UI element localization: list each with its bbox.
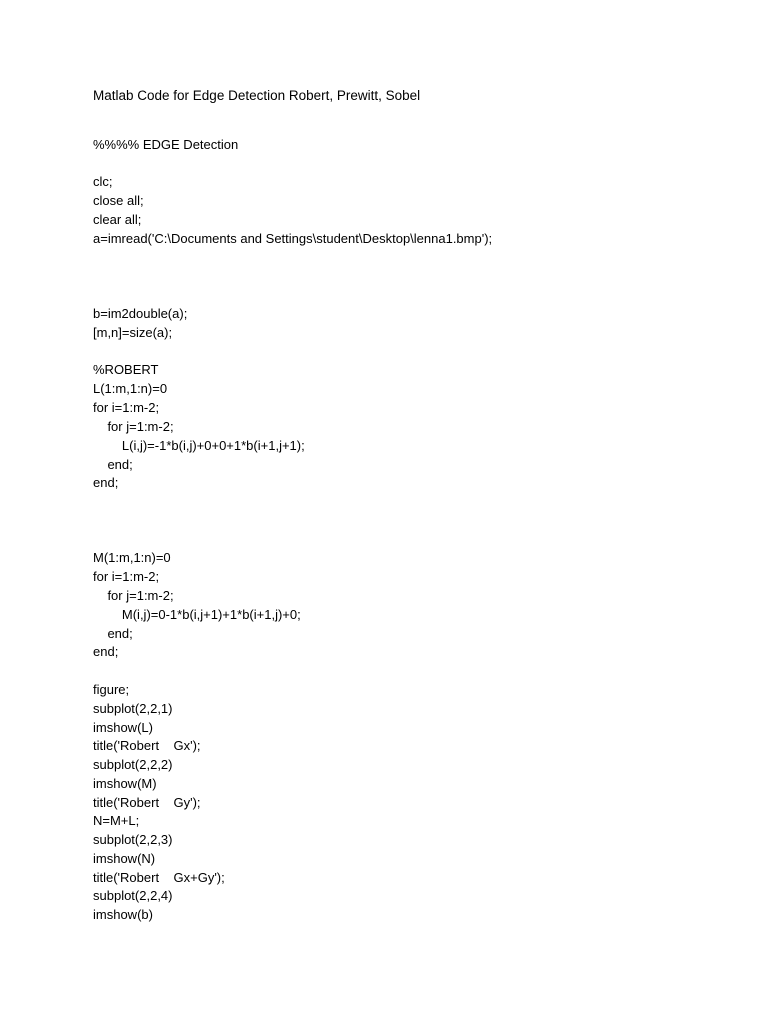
code-line: %ROBERT bbox=[93, 362, 159, 377]
code-line: for j=1:m-2; bbox=[93, 419, 174, 434]
code-line: M(1:m,1:n)=0 bbox=[93, 550, 171, 565]
code-line: end; bbox=[93, 626, 133, 641]
code-line: for i=1:m-2; bbox=[93, 400, 160, 415]
code-line: imshow(M) bbox=[93, 776, 157, 791]
code-line: close all; bbox=[93, 193, 144, 208]
code-line: title('Robert Gx'); bbox=[93, 738, 201, 753]
code-line: subplot(2,2,4) bbox=[93, 888, 173, 903]
code-line: title('Robert Gy'); bbox=[93, 795, 201, 810]
code-line: M(i,j)=0-1*b(i,j+1)+1*b(i+1,j)+0; bbox=[93, 607, 301, 622]
code-line: %%%% EDGE Detection bbox=[93, 137, 239, 152]
code-line: a=imread('C:\Documents and Settings\student\Desktop\lenna1.bmp'); bbox=[93, 231, 493, 246]
code-line: clc; bbox=[93, 174, 113, 189]
code-line: figure; bbox=[93, 682, 130, 697]
code-line: imshow(L) bbox=[93, 720, 153, 735]
code-line: N=M+L; bbox=[93, 813, 140, 828]
code-line: title('Robert Gx+Gy'); bbox=[93, 870, 225, 885]
code-line: clear all; bbox=[93, 212, 142, 227]
code-line: b=im2double(a); bbox=[93, 306, 188, 321]
code-line: imshow(b) bbox=[93, 907, 153, 922]
code-line: subplot(2,2,1) bbox=[93, 701, 173, 716]
code-line: L(i,j)=-1*b(i,j)+0+0+1*b(i+1,j+1); bbox=[93, 438, 305, 453]
document-title: Matlab Code for Edge Detection Robert, Prewitt, Sobel bbox=[93, 88, 421, 103]
code-line: end; bbox=[93, 457, 133, 472]
code-line: [m,n]=size(a); bbox=[93, 325, 173, 340]
code-line: end; bbox=[93, 475, 119, 490]
code-line: for j=1:m-2; bbox=[93, 588, 174, 603]
code-line: subplot(2,2,2) bbox=[93, 757, 173, 772]
code-line: L(1:m,1:n)=0 bbox=[93, 381, 168, 396]
code-line: subplot(2,2,3) bbox=[93, 832, 173, 847]
code-line: imshow(N) bbox=[93, 851, 156, 866]
code-line: end; bbox=[93, 644, 119, 659]
code-line: for i=1:m-2; bbox=[93, 569, 160, 584]
